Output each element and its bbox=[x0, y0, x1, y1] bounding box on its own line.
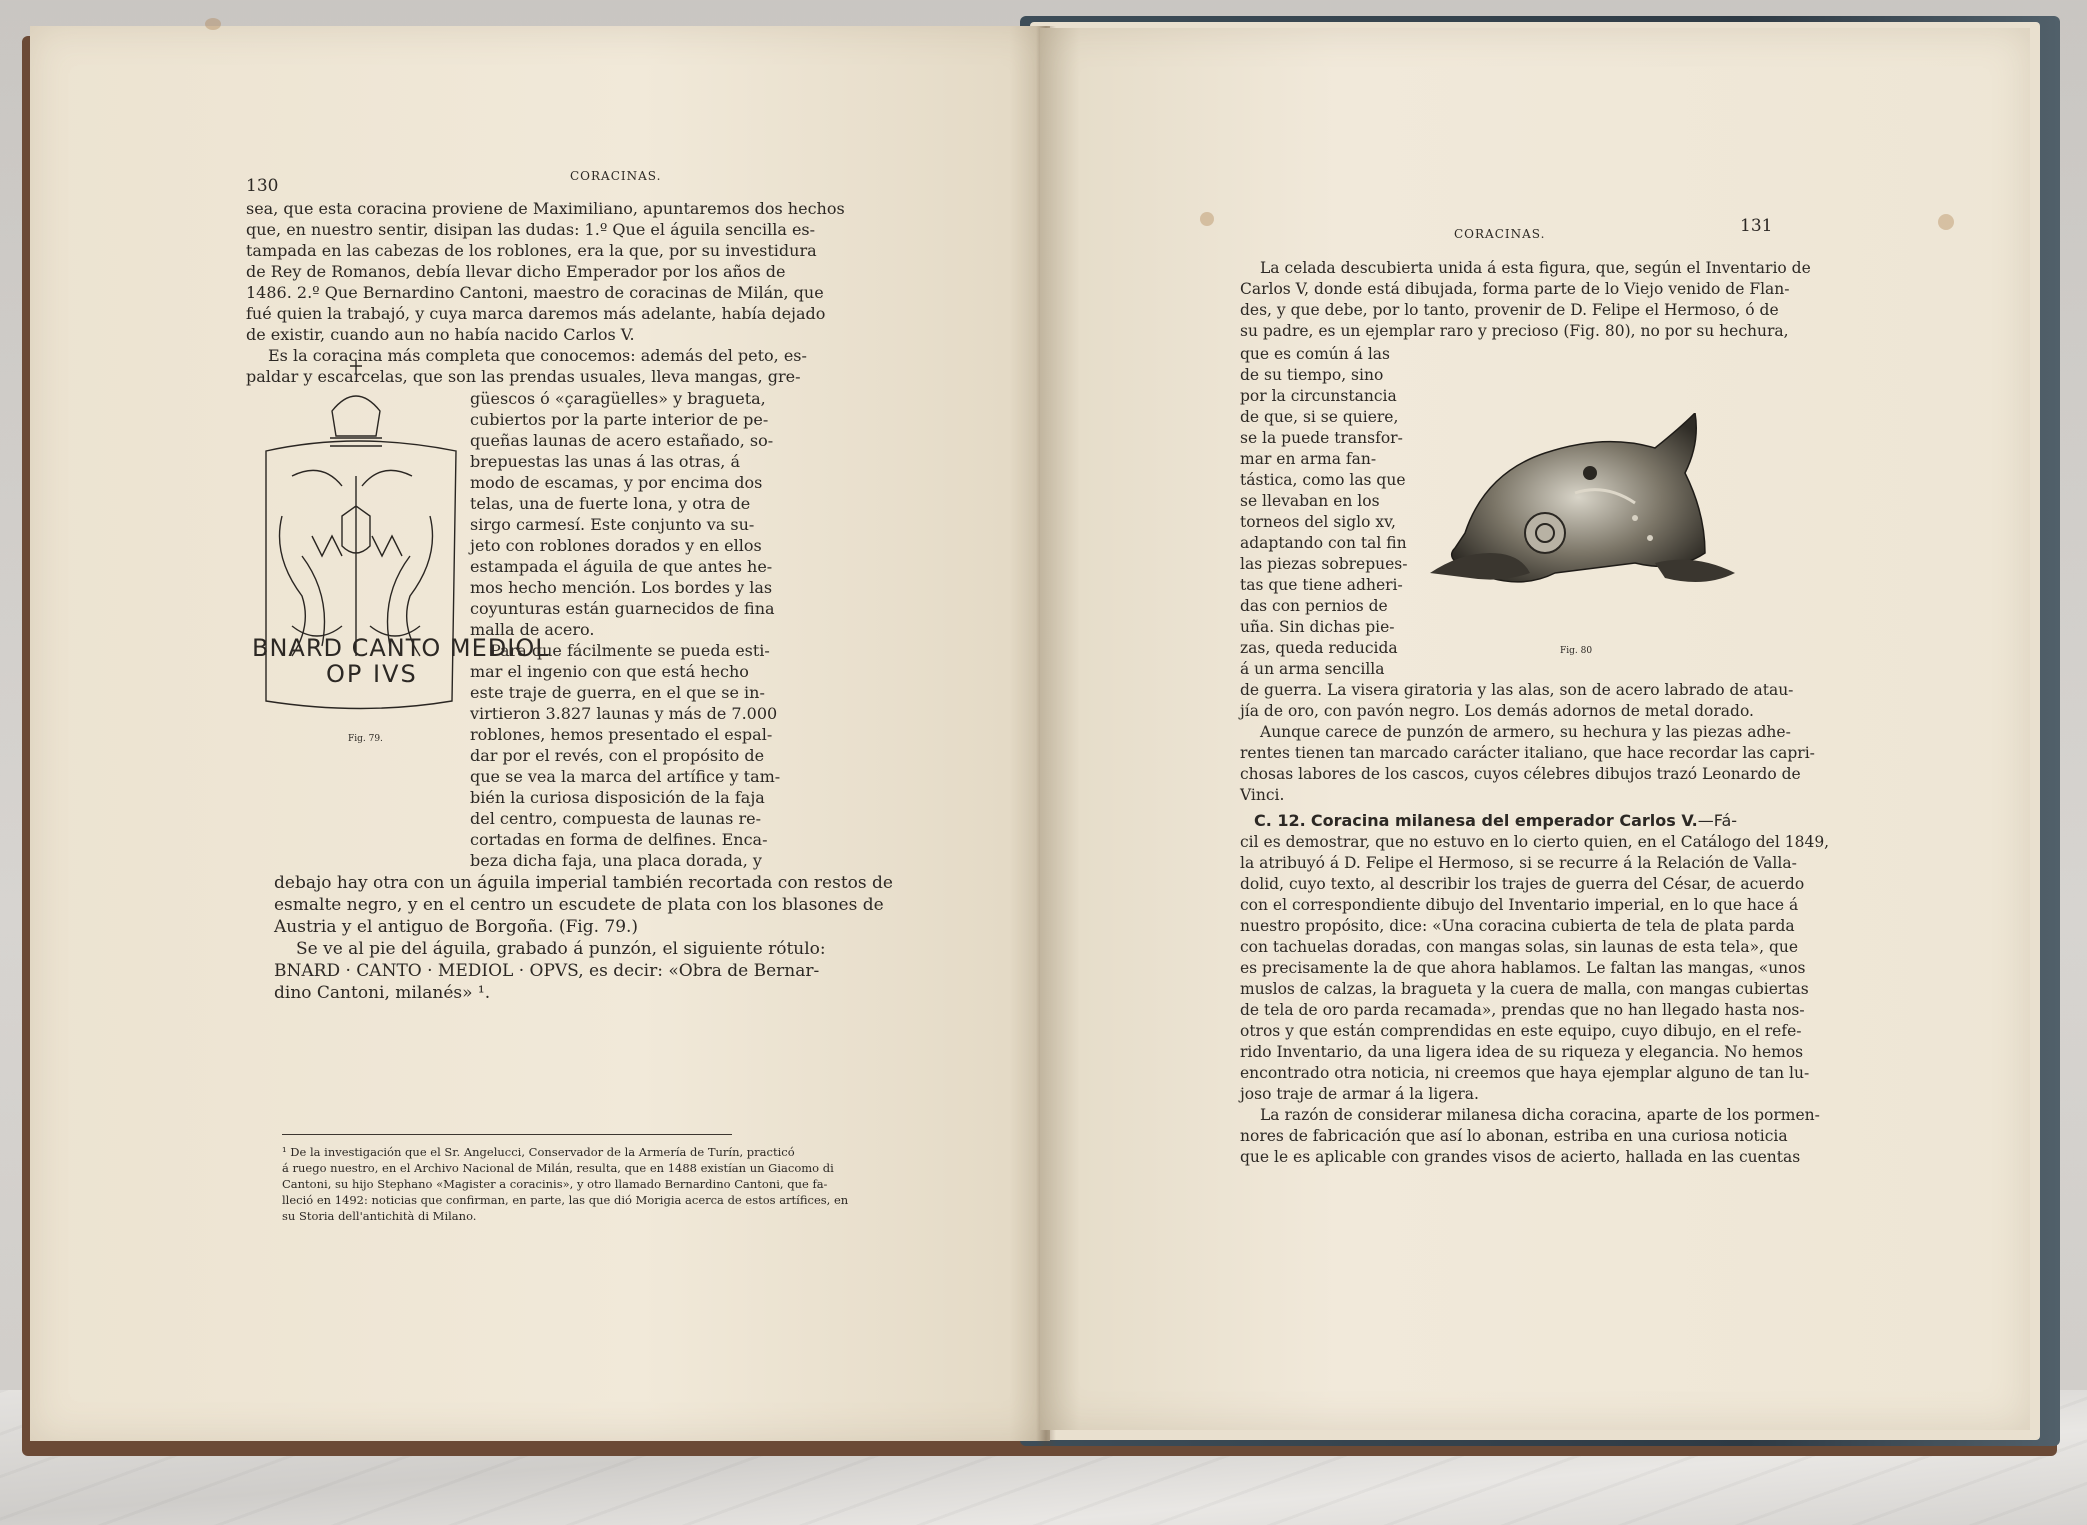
text-line: 1486. 2.º Que Bernardino Cantoni, maestro de coracinas de Milán, que bbox=[246, 283, 824, 302]
text-line: debajo hay otra con un águila imperial también recortada con restos de bbox=[274, 873, 893, 893]
footnote-line: lleció en 1492: noticias que confirman, en parte, las que dió Morigia acerca de estos artífices, en bbox=[282, 1193, 849, 1207]
text-line: Aunque carece de punzón de armero, su hechura y las piezas adhe- bbox=[1260, 723, 1791, 741]
text-line: de existir, cuando aun no había nacido Carlos V. bbox=[246, 325, 635, 344]
text-line: Vinci. bbox=[1240, 786, 1285, 804]
text-line: das con pernios de bbox=[1240, 597, 1388, 615]
text-line: es precisamente la de que ahora hablamos. Le faltan las mangas, «unos bbox=[1240, 959, 1806, 977]
footnote-line: á ruego nuestro, en el Archivo Nacional de Milán, resulta, que en 1488 existían un Giacomo di bbox=[282, 1161, 834, 1175]
text-line: virtieron 3.827 launas y más de 7.000 bbox=[470, 704, 778, 723]
text-line: de guerra. La visera giratoria y las alas, son de acero labrado de atau- bbox=[1240, 681, 1794, 699]
text-line: fué quien la trabajó, y cuya marca daremos más adelante, había dejado bbox=[246, 304, 826, 323]
text-line: las piezas sobrepues- bbox=[1240, 555, 1408, 573]
text-line: muslos de calzas, la bragueta y la cuera de malla, con mangas cubiertas bbox=[1240, 980, 1809, 998]
text-line: este traje de guerra, en el que se in- bbox=[470, 683, 765, 702]
text-line: torneos del siglo xv, bbox=[1240, 513, 1396, 531]
text-line: dolid, cuyo texto, al describir los trajes de guerra del César, de acuerdo bbox=[1240, 875, 1805, 893]
text-line: cil es demostrar, que no estuvo en lo cierto quien, en el Catálogo del 1849, bbox=[1240, 833, 1830, 851]
text-line: cortadas en forma de delfines. Enca- bbox=[470, 830, 768, 849]
right-page bbox=[1040, 28, 2030, 1430]
section-title: Coracina milanesa del emperador Carlos V. bbox=[1310, 811, 1698, 830]
text-line: nores de fabricación que así lo abonan, estriba en una curiosa noticia bbox=[1240, 1127, 1788, 1145]
text-line: La razón de considerar milanesa dicha coracina, aparte de los pormen- bbox=[1260, 1106, 1820, 1124]
text-line: encontrado otra noticia, ni creemos que haya ejemplar alguno de tan lu- bbox=[1240, 1064, 1810, 1082]
text-line: mar el ingenio con que está hecho bbox=[470, 662, 749, 681]
text-line: beza dicha faja, una placa dorada, y bbox=[470, 851, 762, 870]
running-head: CORACINAS. bbox=[1454, 227, 1546, 241]
text-line: sea, que esta coracina proviene de Maximiliano, apuntaremos dos hechos bbox=[246, 199, 845, 218]
text-line: con el correspondiente dibujo del Inventario imperial, en lo que hace á bbox=[1240, 896, 1799, 914]
text-line: Para que fácilmente se pueda esti- bbox=[490, 641, 770, 660]
text-block-bottom bbox=[274, 872, 893, 1004]
footnote-line: ¹ De la investigación que el Sr. Angelucci, Conservador de la Armería de Turín, practicó bbox=[282, 1145, 795, 1159]
text-line: tas que tiene adheri- bbox=[1240, 576, 1403, 594]
text-line: joso traje de armar á la ligera. bbox=[1240, 1085, 1479, 1103]
text-line: sirgo carmesí. Este conjunto va su- bbox=[470, 515, 755, 534]
text-line: que, en nuestro sentir, disipan las dudas: 1.º Que el águila sencilla es- bbox=[246, 220, 816, 239]
text-line: que es común á las bbox=[1240, 345, 1390, 363]
footnote-line: Cantoni, su hijo Stephano «Magister a coracinis», y otro llamado Bernardino Cantoni, que fa- bbox=[282, 1177, 828, 1191]
text-line: tampada en las cabezas de los roblones, era la que, por su investidura bbox=[246, 241, 817, 260]
text-line: de que, si se quiere, bbox=[1240, 408, 1399, 426]
text-block-top bbox=[1240, 258, 1811, 342]
text-block-middle bbox=[1240, 680, 1815, 806]
text-line: esmalte negro, y en el centro un escudete de plata con los blasones de bbox=[274, 895, 884, 915]
text-line: des, y que debe, por lo tanto, provenir de D. Felipe el Hermoso, ó de bbox=[1240, 301, 1779, 319]
text-line: mos hecho mención. Los bordes y las bbox=[470, 578, 773, 597]
text-line: dino Cantoni, milanés» ¹. bbox=[274, 983, 491, 1003]
fig-79-inscription-line1: BNARD CANTO MEDIOL bbox=[252, 634, 550, 662]
paper-foxing-spot bbox=[1938, 214, 1954, 230]
text-line: rido Inventario, da una ligera idea de su riqueza y elegancia. No hemos bbox=[1240, 1043, 1804, 1061]
text-line: otros y que están comprendidas en este equipo, cuyo dibujo, en el refe- bbox=[1240, 1022, 1802, 1040]
text-line: que se vea la marca del artífice y tam- bbox=[470, 767, 781, 786]
text-line: zas, queda reducida bbox=[1240, 639, 1398, 657]
text-line: jía de oro, con pavón negro. Los demás adornos de metal dorado. bbox=[1240, 702, 1754, 720]
text-column-beside-figure bbox=[1240, 344, 1407, 680]
section-title-continuation: —Fá- bbox=[1697, 811, 1738, 830]
footnote-line: su Storia dell'antichità di Milano. bbox=[282, 1209, 477, 1223]
text-column-beside-figure bbox=[470, 388, 780, 871]
text-line: brepuestas las unas á las otras, á bbox=[470, 452, 740, 471]
text-line: dar por el revés, con el propósito de bbox=[470, 746, 765, 765]
text-line: bién la curiosa disposición de la faja bbox=[470, 788, 765, 807]
text-line: Se ve al pie del águila, grabado á punzón, el siguiente rótulo: bbox=[296, 939, 826, 959]
text-line: se la puede transfor- bbox=[1240, 429, 1403, 447]
text-line: La celada descubierta unida á esta figura, que, según el Inventario de bbox=[1260, 259, 1811, 277]
text-line: paldar y escarcelas, que son las prendas usuales, lleva mangas, gre- bbox=[246, 367, 801, 386]
page-number: 130 bbox=[246, 176, 279, 196]
text-line: se llevaban en los bbox=[1240, 492, 1380, 510]
text-line: queñas launas de acero estañado, so- bbox=[470, 431, 774, 450]
text-line: á un arma sencilla bbox=[1240, 660, 1385, 678]
paper-foxing-spot bbox=[205, 18, 221, 30]
text-line: adaptando con tal fin bbox=[1240, 534, 1407, 552]
text-line: del centro, compuesta de launas re- bbox=[470, 809, 761, 828]
text-line: modo de escamas, y por encima dos bbox=[470, 473, 763, 492]
text-line: estampada el águila de que antes he- bbox=[470, 557, 773, 576]
text-line: uña. Sin dichas pie- bbox=[1240, 618, 1395, 636]
text-line: tástica, como las que bbox=[1240, 471, 1406, 489]
text-line: que le es aplicable con grandes visos de acierto, hallada en las cuentas bbox=[1240, 1148, 1801, 1166]
text-line: la atribuyó á D. Felipe el Hermoso, si se recurre á la Relación de Valla- bbox=[1240, 854, 1797, 872]
text-line: de su tiempo, sino bbox=[1240, 366, 1384, 384]
running-head: CORACINAS. bbox=[570, 169, 662, 183]
text-line: con tachuelas doradas, con mangas solas, sin launas de esta tela», que bbox=[1240, 938, 1799, 956]
text-line: nuestro propósito, dice: «Una coracina cubierta de tela de plata parda bbox=[1240, 917, 1795, 935]
footnote bbox=[282, 1144, 848, 1224]
text-line: Es la coracina más completa que conocemos: además del peto, es- bbox=[268, 346, 807, 365]
fig-79-inscription-line2: OP IVS bbox=[326, 660, 418, 688]
text-line: Austria y el antiguo de Borgoña. (Fig. 79.) bbox=[274, 917, 639, 937]
section-heading bbox=[1254, 810, 1737, 831]
text-line: jeto con roblones dorados y en ellos bbox=[470, 536, 762, 555]
text-line: telas, una de fuerte lona, y otra de bbox=[470, 494, 751, 513]
text-line: güescos ó «çaragüelles» y bragueta, bbox=[470, 389, 766, 408]
text-line: rentes tienen tan marcado carácter italiano, que hace recordar las capri- bbox=[1240, 744, 1815, 762]
text-line: malla de acero. bbox=[470, 620, 595, 639]
page-number: 131 bbox=[1740, 216, 1773, 236]
section-label: C. 12. bbox=[1254, 811, 1306, 830]
left-page bbox=[30, 26, 1050, 1441]
text-line: roblones, hemos presentado el espal- bbox=[470, 725, 773, 744]
text-line: cubiertos por la parte interior de pe- bbox=[470, 410, 769, 429]
fig-80-helmet-image bbox=[1425, 413, 1735, 623]
text-line: por la circunstancia bbox=[1240, 387, 1397, 405]
text-line: de Rey de Romanos, debía llevar dicho Emperador por los años de bbox=[246, 262, 786, 281]
footnote-rule bbox=[282, 1134, 732, 1135]
text-block-section bbox=[1240, 832, 1829, 1168]
text-line: chosas labores de los cascos, cuyos célebres dibujos trazó Leonardo de bbox=[1240, 765, 1801, 783]
text-line: coyunturas están guarnecidos de fina bbox=[470, 599, 775, 618]
text-line: su padre, es un ejemplar raro y precioso (Fig. 80), no por su hechura, bbox=[1240, 322, 1789, 340]
text-line: mar en arma fan- bbox=[1240, 450, 1377, 468]
paper-foxing-spot bbox=[1200, 212, 1214, 226]
text-line: BNARD · CANTO · MEDIOL · OPVS, es decir: «Obra de Bernar- bbox=[274, 961, 820, 981]
text-line: de tela de oro parda recamada», prendas que no han llegado hasta nos- bbox=[1240, 1001, 1805, 1019]
text-line: Carlos V, donde está dibujada, forma parte de lo Viejo venido de Flan- bbox=[1240, 280, 1790, 298]
fig-80-caption: Fig. 80 bbox=[1560, 646, 1593, 656]
fig-79-caption: Fig. 79. bbox=[348, 734, 383, 744]
